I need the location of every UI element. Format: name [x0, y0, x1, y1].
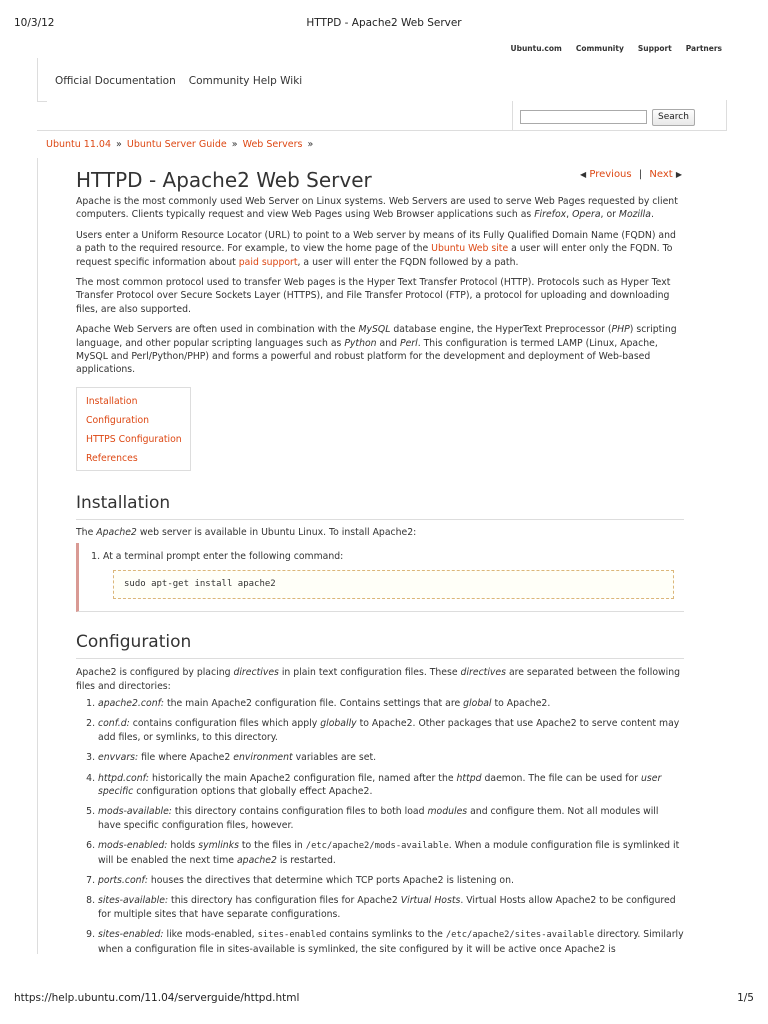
- breadcrumb-sep: »: [307, 139, 314, 150]
- list-item: 3. envvars: file where Apache2 environment variables are set.: [98, 751, 684, 764]
- search-button[interactable]: Search: [652, 109, 695, 126]
- toc-references[interactable]: References: [86, 452, 138, 464]
- table-of-contents: [76, 387, 191, 471]
- toc-installation[interactable]: Installation: [86, 395, 138, 407]
- install-command: sudo apt-get install apache2: [113, 570, 674, 599]
- list-item: 9. sites-enabled: like mods-enabled, sites-enabled contains symlinks to the /etc/apache2/sites-available directory. Similarly when a configuration file in sites-available is symlinked, the site configured by it will be active once Apache2 is: [98, 928, 684, 956]
- divider: [37, 130, 727, 131]
- lamp-paragraph: Apache Web Servers are often used in combination with the MySQL database engine, the HyperText Preprocessor (PHP) scripting language, and other popular scripting languages such as Python and Perl. This configuration is termed LAMP (Linux, Apache, MySQL and Perl/Python/PHP) and forms a powerful and robust platform for the development and deployment of Web-based applications.: [76, 324, 677, 376]
- print-url: https://help.ubuntu.com/11.04/serverguide/httpd.html: [14, 992, 300, 1004]
- list-item: 1. apache2.conf: the main Apache2 configuration file. Contains settings that are global to Apache2.: [98, 697, 684, 710]
- divider: [512, 101, 513, 131]
- installation-intro: The Apache2 web server is available in Ubuntu Linux. To install Apache2:: [76, 526, 417, 538]
- list-item: 4. httpd.conf: historically the main Apache2 configuration file, named after the httpd daemon. The file can be used for user specific configuration options that globally effect Apache2.: [98, 772, 684, 799]
- breadcrumb-sep: »: [116, 139, 122, 150]
- breadcrumb-sep: »: [231, 139, 238, 150]
- main-content: [76, 162, 684, 963]
- install-steps: [76, 543, 684, 612]
- list-item: 6. mods-enabled: holds symlinks to the files in /etc/apache2/mods-available. When a module configuration file is symlinked it will be enabled the next time apache2 is restarted.: [98, 839, 684, 867]
- next-link[interactable]: Next: [649, 169, 673, 180]
- nav-official-documentation[interactable]: Official Documentation: [55, 75, 176, 87]
- paid-support-link[interactable]: paid support: [238, 256, 298, 268]
- installation-heading: Installation: [76, 493, 684, 520]
- list-item: 7. ports.conf: houses the directives that determine which TCP ports Apache2 is listening on.: [98, 874, 684, 887]
- top-link-support[interactable]: Support: [637, 44, 672, 53]
- list-item: 2. conf.d: contains configuration files which apply globally to Apache2. Other packages that use Apache2 to serve content may add files, or symlinks, to this directory.: [98, 717, 684, 744]
- breadcrumb-ubuntu-1104[interactable]: Ubuntu 11.04: [46, 139, 111, 150]
- list-item: 5. mods-available: this directory contains configuration files to both load modules and configure them. Not all modules will have specific configuration files, however.: [98, 805, 684, 832]
- configuration-heading: Configuration: [76, 632, 684, 659]
- top-link-ubuntu[interactable]: Ubuntu.com: [510, 44, 562, 53]
- print-title: HTTPD - Apache2 Web Server: [306, 17, 462, 29]
- protocol-paragraph: The most common protocol used to transfer Web pages is the Hyper Text Transfer Protocol (HTTP). Protocols such as Hyper Text Transfer Protocol over Secure Sockets Layer (HTTPS), and File Transfer Protocol (FTP), a protocol for uploading and downloading files, are also supported.: [76, 277, 671, 315]
- config-file-list: [76, 697, 684, 956]
- divider: [37, 101, 47, 102]
- breadcrumb-server-guide[interactable]: Ubuntu Server Guide: [126, 139, 227, 150]
- divider: [726, 100, 727, 131]
- installation-section: [76, 493, 684, 612]
- pager-divider: |: [638, 169, 643, 180]
- next-arrow-icon: ▶: [675, 170, 682, 179]
- breadcrumb: [46, 139, 315, 150]
- print-page-number: 1/5: [737, 992, 754, 1004]
- toc-configuration[interactable]: Configuration: [86, 414, 150, 426]
- intro-paragraph: Apache is the most commonly used Web Server on Linux systems. Web Servers are used to serve Web Pages requested by client computers. Clients typically request and view Web Pages using Web Browser applications such as Firefox, Opera, or Mozilla.: [76, 196, 678, 221]
- configuration-intro: Apache2 is configured by placing directives in plain text configuration files. These directives are separated between the following files and directories:: [76, 667, 680, 692]
- toc-https-configuration[interactable]: HTTPS Configuration: [86, 433, 182, 445]
- search-input[interactable]: [520, 110, 647, 124]
- footer-area: [0, 956, 768, 1024]
- doc-nav: [55, 75, 302, 87]
- print-date: 10/3/12: [14, 17, 55, 29]
- page-title: HTTPD - Apache2 Web Server: [76, 168, 372, 192]
- list-item: 8. sites-available: this directory has configuration files for Apache2 Virtual Hosts. Virtual Hosts allow Apache2 to be configured for multiple sites that have separate configurations.: [98, 894, 684, 921]
- content-border: [37, 158, 38, 954]
- pager: [580, 169, 682, 180]
- divider: [37, 58, 38, 102]
- top-link-partners[interactable]: Partners: [685, 44, 722, 53]
- ubuntu-web-site-link[interactable]: Ubuntu Web site: [431, 243, 509, 255]
- install-step-1: 1. At a terminal prompt enter the following command: sudo apt-get install apache2: [103, 550, 676, 599]
- previous-arrow-icon: ◀: [580, 170, 587, 179]
- previous-link[interactable]: Previous: [589, 169, 632, 180]
- url-paragraph: Users enter a Uniform Resource Locator (URL) to point to a Web server by means of its Fully Qualified Domain Name (FQDN) and a path to the required resource. For example, to view the home page of the Ubuntu Web site a user will enter only the FQDN. To request specific information about paid support, a user will enter the FQDN followed by a path.: [76, 229, 676, 268]
- nav-community-help-wiki[interactable]: Community Help Wiki: [188, 75, 303, 87]
- configuration-section: [76, 632, 684, 956]
- breadcrumb-web-servers[interactable]: Web Servers: [242, 139, 303, 150]
- top-links: [511, 44, 723, 53]
- top-link-community[interactable]: Community: [575, 44, 624, 53]
